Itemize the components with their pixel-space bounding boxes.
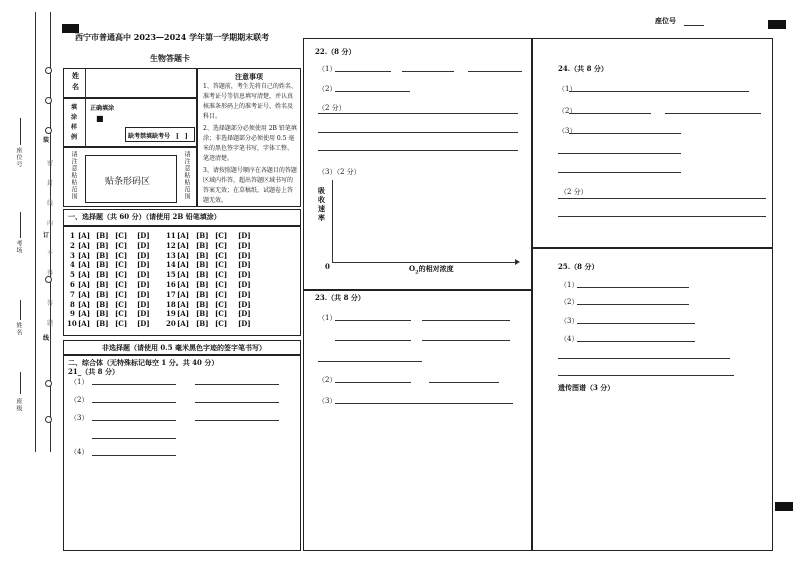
choice-option-a[interactable]: [A] xyxy=(78,309,91,319)
choice-option-b[interactable]: [B] xyxy=(196,309,209,319)
choice-option-c[interactable]: [C] xyxy=(215,289,228,299)
q22-part-1: （1） xyxy=(318,65,337,73)
choice-option-d[interactable]: [D] xyxy=(238,319,251,329)
q22-part-2: （2） xyxy=(318,85,337,93)
choice-row xyxy=(64,270,300,279)
choice-option-b[interactable]: [B] xyxy=(196,231,209,240)
binding-hole xyxy=(45,127,52,134)
binding-label-room: 考场 xyxy=(15,240,22,254)
graph-x-axis xyxy=(332,262,517,263)
choice-option-a[interactable]: [A] xyxy=(78,289,91,299)
q22-2-blank-d[interactable] xyxy=(318,150,518,151)
q25-3-blank-a[interactable] xyxy=(577,323,695,324)
question-number: 10 xyxy=(67,319,77,329)
q25-pedigree-label: 遗传图谱（3 分） xyxy=(558,383,615,392)
notes-title: 注意事项 xyxy=(235,72,263,81)
choice-option-d[interactable]: [D] xyxy=(238,299,251,309)
binding-warning-3: 内 xyxy=(47,220,54,227)
q25-box xyxy=(532,248,773,551)
question-number: 13 xyxy=(166,250,176,260)
choice-option-c[interactable]: [C] xyxy=(215,280,228,289)
choice-option-b[interactable]: [B] xyxy=(196,280,209,289)
binding-side-zhuang: 装 xyxy=(43,137,50,144)
choice-row xyxy=(64,319,300,328)
q22-2-blank-a[interactable] xyxy=(335,91,410,92)
q21-1-blank-b[interactable] xyxy=(195,384,279,385)
binding-hole xyxy=(45,67,52,74)
q21-title: 21_（共 8 分） xyxy=(68,367,119,376)
q23-1-blank-e[interactable] xyxy=(318,361,422,362)
choice-option-a[interactable]: [A] xyxy=(177,250,190,260)
choice-option-d[interactable]: [D] xyxy=(137,299,150,309)
nonchoice-title: 非选择题（请使用 0.5 毫米黑色字迹的签字笔书写） xyxy=(102,343,267,352)
binding-warning-6: 答 xyxy=(47,300,54,307)
q23-1-blank-d[interactable] xyxy=(422,340,510,341)
q23-part-2: （2） xyxy=(318,376,337,384)
question-number: 2 xyxy=(70,240,75,250)
choice-row xyxy=(64,280,300,289)
choice-option-c[interactable]: [C] xyxy=(115,299,128,309)
q24-part-3: （3） xyxy=(558,127,577,135)
question-number: 19 xyxy=(166,309,176,319)
choice-option-a[interactable]: [A] xyxy=(78,231,91,240)
question-number: 5 xyxy=(70,270,75,280)
choice-rows xyxy=(64,231,300,331)
choice-area xyxy=(63,226,301,336)
choice-row xyxy=(64,231,300,240)
q23-1-blank-a[interactable] xyxy=(335,320,411,321)
choice-option-d[interactable]: [D] xyxy=(137,280,150,289)
binding-hole xyxy=(45,97,52,104)
choice-option-a[interactable]: [A] xyxy=(78,250,91,260)
question-number: 15 xyxy=(166,270,176,280)
correct-fill-mark: ■ xyxy=(96,113,104,123)
correct-fill-label: 正确填涂 xyxy=(90,105,115,112)
choice-option-b[interactable]: [B] xyxy=(96,280,109,289)
question-number: 12 xyxy=(166,240,176,250)
choice-option-c[interactable]: [C] xyxy=(215,250,228,260)
q23-part-1: （1） xyxy=(318,314,337,322)
choice-option-c[interactable]: [C] xyxy=(215,231,228,240)
choice-option-a[interactable]: [A] xyxy=(177,289,190,299)
corner-marker-top-right xyxy=(768,20,786,29)
question-number: 16 xyxy=(166,280,176,289)
choice-option-b[interactable]: [B] xyxy=(96,231,109,240)
choice-option-d[interactable]: [D] xyxy=(137,309,150,319)
choice-option-a[interactable]: [A] xyxy=(78,299,91,309)
choice-option-a[interactable]: [A] xyxy=(177,260,190,270)
question-number: 4 xyxy=(70,260,75,270)
choice-option-c[interactable]: [C] xyxy=(115,260,128,270)
q25-1-blank-a[interactable] xyxy=(577,287,689,288)
question-number: 8 xyxy=(70,299,75,309)
choice-option-b[interactable]: [B] xyxy=(196,319,209,329)
school-title: 西宁市普通高中 2023—2024 学年第一学期期末联考 xyxy=(75,32,270,42)
q21-part-1: （1） xyxy=(70,378,89,386)
choice-option-c[interactable]: [C] xyxy=(115,289,128,299)
choice-option-d[interactable]: [D] xyxy=(238,260,251,270)
q22-2-blank-c[interactable] xyxy=(318,132,518,133)
choice-option-d[interactable]: [D] xyxy=(137,289,150,299)
choice-option-b[interactable]: [B] xyxy=(196,260,209,270)
q24-3-blank-a[interactable] xyxy=(569,133,681,134)
question-number: 20 xyxy=(166,319,176,329)
q21-part-3: （3） xyxy=(70,414,89,422)
choice-option-b[interactable]: [B] xyxy=(96,260,109,270)
choice-option-a[interactable]: [A] xyxy=(177,299,190,309)
question-number: 17 xyxy=(166,289,176,299)
note-item-2: 2、选择题部分必须使用 2B 铅笔填涂；非选择题部分必须使用 0.5 毫米的黑色签字笔书写，字体工整、笔迹清楚。 xyxy=(203,125,297,162)
choice-option-a[interactable]: [A] xyxy=(177,280,190,289)
q25-part-4: （4） xyxy=(560,335,579,343)
q25-part-3: （3） xyxy=(560,317,579,325)
choice-row xyxy=(64,300,300,309)
binding-warning-1: 封 xyxy=(47,180,54,187)
question-number: 7 xyxy=(70,289,75,299)
question-number: 11 xyxy=(166,231,176,240)
choice-option-b[interactable]: [B] xyxy=(96,250,109,260)
choice-option-d[interactable]: [D] xyxy=(137,319,150,329)
choice-option-b[interactable]: [B] xyxy=(96,240,109,250)
q21-4-blank-a[interactable] xyxy=(92,455,176,456)
graph-xlabel: $O_2$的相对浓度 xyxy=(409,264,454,276)
binding-label-class: 班级 xyxy=(15,398,22,412)
choice-option-d[interactable]: [D] xyxy=(238,280,251,289)
q25-4-blank-b[interactable] xyxy=(558,358,730,359)
choice-option-a[interactable]: [A] xyxy=(78,260,91,270)
q25-2-blank-a[interactable] xyxy=(577,304,689,305)
binding-hole xyxy=(45,276,52,283)
choice-option-a[interactable]: [A] xyxy=(78,319,91,329)
question-number: 6 xyxy=(70,280,75,289)
choice-option-a[interactable]: [A] xyxy=(177,231,190,240)
choice-option-d[interactable]: [D] xyxy=(238,270,251,280)
q24-3-blank-c[interactable] xyxy=(558,172,681,173)
choice-option-a[interactable]: [A] xyxy=(78,240,91,250)
choice-option-d[interactable]: [D] xyxy=(238,231,251,240)
choice-option-c[interactable]: [C] xyxy=(115,231,128,240)
q22-1-blank-a[interactable] xyxy=(335,71,391,72)
choice-option-d[interactable]: [D] xyxy=(238,240,251,250)
choice-option-c[interactable]: [C] xyxy=(215,270,228,280)
q21-2-blank-b[interactable] xyxy=(195,402,279,403)
subject-title: 生物答题卡 xyxy=(150,53,190,63)
choice-option-a[interactable]: [A] xyxy=(177,270,190,280)
choice-row xyxy=(64,290,300,299)
q23-3-blank-a[interactable] xyxy=(335,403,513,404)
choice-row xyxy=(64,241,300,250)
choice-option-a[interactable]: [A] xyxy=(78,280,91,289)
choice-option-b[interactable]: [B] xyxy=(96,299,109,309)
choice-option-c[interactable]: [C] xyxy=(115,309,128,319)
graph-y-axis xyxy=(332,180,333,262)
seat-number-label: 座位号 xyxy=(655,16,676,25)
graph-ylabel: 吸收速率 xyxy=(318,186,325,222)
q22-1-blank-b[interactable] xyxy=(402,71,454,72)
choice-option-c[interactable]: [C] xyxy=(215,299,228,309)
choice-option-c[interactable]: [C] xyxy=(215,260,228,270)
q23-1-blank-b[interactable] xyxy=(422,320,510,321)
section1-title: 一、选择题（共 60 分）（请使用 2B 铅笔填涂） xyxy=(68,212,221,221)
question-number: 18 xyxy=(166,299,176,309)
absent-mark-label: 缺考禁填缺考号 [ ] xyxy=(128,133,188,140)
choice-row xyxy=(64,251,300,260)
question-number: 9 xyxy=(70,309,75,319)
q24-title: 24.（共 8 分） xyxy=(558,64,608,73)
binding-line-left xyxy=(35,12,36,452)
q22-box xyxy=(303,38,532,290)
binding-warning-4: 不 xyxy=(47,250,54,257)
choice-option-c[interactable]: [C] xyxy=(215,309,228,319)
q24-2-blank-b[interactable] xyxy=(665,113,761,114)
choice-option-c[interactable]: [C] xyxy=(115,270,128,280)
name-label: 姓名 xyxy=(72,71,79,91)
q25-part-1: （1） xyxy=(560,281,579,289)
binding-label-name: 姓名 xyxy=(15,322,22,336)
question-number: 1 xyxy=(70,231,75,240)
choice-option-b[interactable]: [B] xyxy=(196,240,209,250)
q24-3-blank-b[interactable] xyxy=(558,153,681,154)
choice-option-d[interactable]: [D] xyxy=(137,250,150,260)
q22-title: 22.（8 分） xyxy=(315,47,356,56)
choice-option-a[interactable]: [A] xyxy=(177,319,190,329)
choice-option-c[interactable]: [C] xyxy=(115,250,128,260)
binding-warning-7: 题 xyxy=(47,320,54,327)
q25-4-blank-a[interactable] xyxy=(577,341,695,342)
seat-number-line[interactable] xyxy=(684,25,704,26)
q21-3-blank-c[interactable] xyxy=(92,438,176,439)
q23-2-blank-a[interactable] xyxy=(335,382,411,383)
q21-3-blank-a[interactable] xyxy=(92,420,176,421)
choice-row xyxy=(64,260,300,269)
q22-2-blank-b[interactable] xyxy=(318,113,518,114)
section2-title: 二、综合体（无特殊标记每空 1 分。共 40 分） xyxy=(68,358,219,367)
binding-hole xyxy=(45,416,52,423)
q23-1-blank-c[interactable] xyxy=(335,340,411,341)
question-number: 3 xyxy=(70,250,75,260)
q21-part-2: （2） xyxy=(70,396,89,404)
choice-option-d[interactable]: [D] xyxy=(238,309,251,319)
choice-option-c[interactable]: [C] xyxy=(115,319,128,329)
choice-option-d[interactable]: [D] xyxy=(137,260,150,270)
q21-2-blank-a[interactable] xyxy=(92,402,176,403)
q23-part-3: （3） xyxy=(318,397,337,405)
sticker-side-right: 请注意粘贴范围 xyxy=(183,151,190,200)
q24-part-1: （1） xyxy=(558,85,577,93)
graph-x-arrow xyxy=(515,259,520,265)
choice-option-a[interactable]: [A] xyxy=(177,309,190,319)
q23-title: 23.（共 8 分） xyxy=(315,293,365,302)
q23-2-blank-b[interactable] xyxy=(429,382,499,383)
q23-box xyxy=(303,290,532,551)
choice-option-a[interactable]: [A] xyxy=(177,240,190,250)
choice-option-d[interactable]: [D] xyxy=(137,231,150,240)
q22-1-blank-c[interactable] xyxy=(468,71,522,72)
choice-option-b[interactable]: [B] xyxy=(196,299,209,309)
choice-option-b[interactable]: [B] xyxy=(96,319,109,329)
q24-1-blank-a[interactable] xyxy=(569,91,749,92)
q25-4-blank-c[interactable] xyxy=(558,375,734,376)
binding-side-xian: 线 xyxy=(43,335,50,342)
binding-side-ding: 订 xyxy=(43,232,50,239)
choice-option-b[interactable]: [B] xyxy=(196,289,209,299)
corner-marker-bottom-right xyxy=(775,502,793,511)
choice-option-a[interactable]: [A] xyxy=(78,270,91,280)
q25-title: 25.（8 分） xyxy=(558,262,599,271)
choice-option-b[interactable]: [B] xyxy=(96,270,109,280)
q24-part-3b: （2 分） xyxy=(560,188,588,196)
q24-3-blank-d[interactable] xyxy=(558,198,766,199)
choice-option-d[interactable]: [D] xyxy=(137,270,150,280)
graph-origin: 0 xyxy=(325,262,330,271)
binding-warning-5: 得 xyxy=(47,270,54,277)
choice-option-b[interactable]: [B] xyxy=(196,270,209,280)
choice-row xyxy=(64,309,300,318)
question-number: 14 xyxy=(166,260,176,270)
note-item-3: 3、请按照题号顺序在各题目的答题区域内作答，超出答题区域书写的答案无效；在草稿纸、试题卷上答题无效。 xyxy=(203,167,297,204)
binding-hole xyxy=(45,380,52,387)
choice-option-c[interactable]: [C] xyxy=(215,240,228,250)
binding-warning-2: 线 xyxy=(47,200,54,207)
note-item-1: 1、答题前，考生先将自己的姓名、准考证号等信息填写清楚，并认真核准条形码上的准考证号、姓名及科目。 xyxy=(203,83,297,120)
choice-option-c[interactable]: [C] xyxy=(115,240,128,250)
q21-1-blank-a[interactable] xyxy=(92,384,176,385)
choice-option-d[interactable]: [D] xyxy=(137,240,150,250)
name-box xyxy=(63,68,197,98)
q22-part-3: （3）（2 分） xyxy=(318,168,361,176)
choice-option-b[interactable]: [B] xyxy=(196,250,209,260)
choice-option-d[interactable]: [D] xyxy=(238,289,251,299)
barcode-area-label: 贴条形码区 xyxy=(105,177,151,187)
q25-part-2: （2） xyxy=(560,298,579,306)
q24-2-blank-a[interactable] xyxy=(569,113,651,114)
choice-option-b[interactable]: [B] xyxy=(96,289,109,299)
q22-part-2b: （2 分） xyxy=(318,104,346,112)
choice-option-d[interactable]: [D] xyxy=(238,250,251,260)
sticker-side-left: 请注意粘贴范围 xyxy=(70,151,77,200)
binding-label-seat: 座位号 xyxy=(15,147,22,168)
choice-option-b[interactable]: [B] xyxy=(96,309,109,319)
choice-option-c[interactable]: [C] xyxy=(215,319,228,329)
q21-part-4: （4） xyxy=(70,448,89,456)
fill-example-label: 填涂样例 xyxy=(71,104,78,141)
q21-3-blank-b[interactable] xyxy=(195,420,279,421)
choice-option-c[interactable]: [C] xyxy=(115,280,128,289)
q24-3-blank-e[interactable] xyxy=(558,216,766,217)
q24-part-2: （2） xyxy=(558,107,577,115)
binding-warning-0: 密 xyxy=(47,160,54,167)
